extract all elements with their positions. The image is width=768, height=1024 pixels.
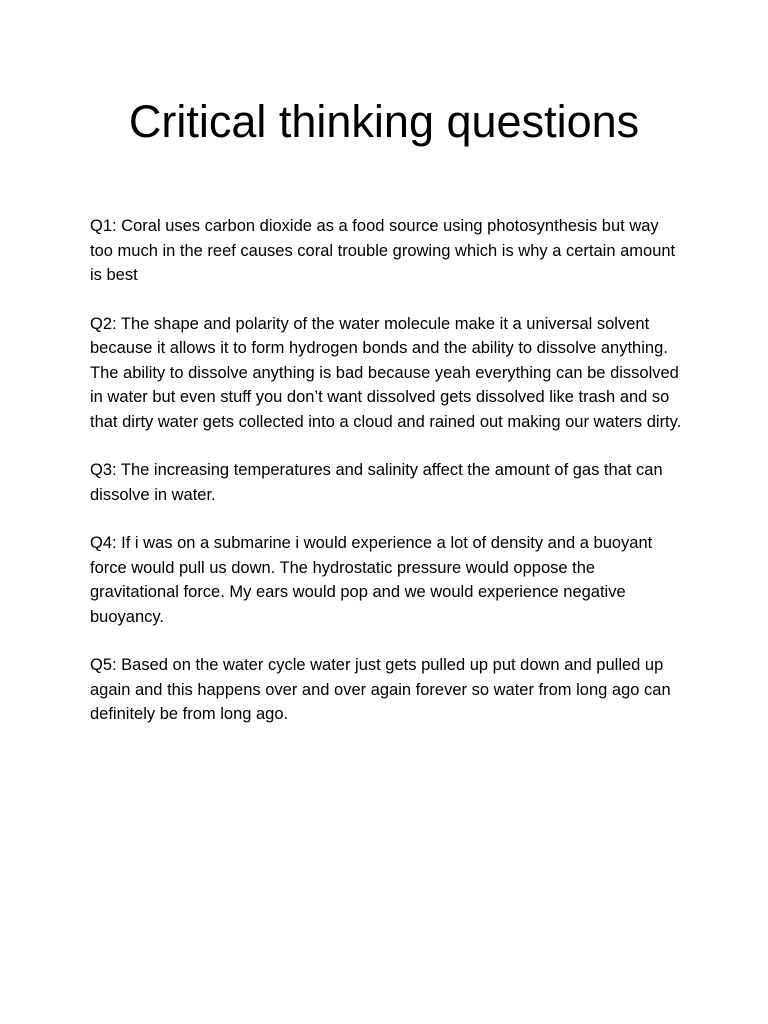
answer-q5: Q5: Based on the water cycle water just gets pulled up put down and pulled up again and this happens over and over again forever so water from long ago can definitely be from long ago. [90,656,671,723]
answer-q1: Q1: Coral uses carbon dioxide as a food source using photosynthesis but way too much in the reef causes coral trouble growing which is why a certain amount is best [90,217,676,284]
answer-q4: Q4: If i was on a submarine i would experience a lot of density and a buoyant force would pull us down. The hydrostatic pressure would oppose the gravitational force. My ears would pop and we would experience negative buoyancy. [90,534,653,626]
document-title: Critical thinking questions [128,96,640,147]
answer-q2: Q2: The shape and polarity of the water molecule make it a universal solvent because it allows it to form hydrogen bonds and the ability to dissolve anything. The ability to dissolve anything is bad because yeah everything can be dissolved in water but even stuff you don’t want dissolved gets dissolved like trash and so that dirty water gets collected into a cloud and rained out making our waters dirty. [90,314,682,431]
answer-q3: Q3: The increasing temperatures and salinity affect the amount of gas that can dissolve in water. [90,461,663,504]
answers-section [90,214,686,727]
